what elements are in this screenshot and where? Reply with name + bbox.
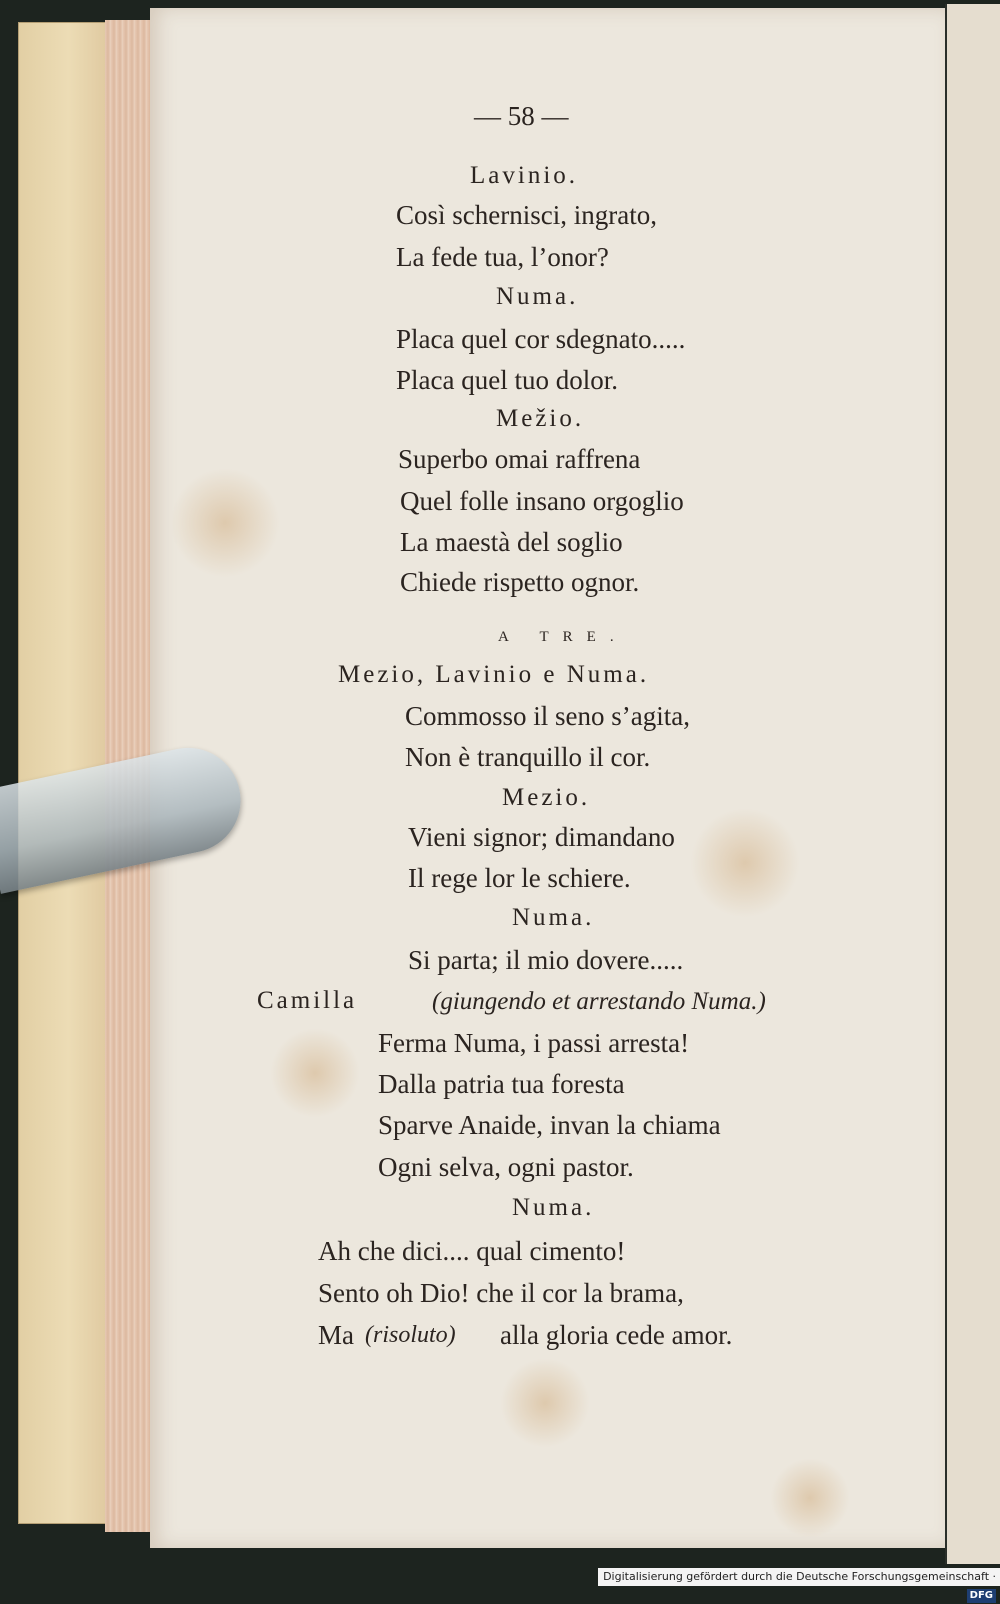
- verse-line: Quel folle insano orgoglio: [400, 486, 684, 516]
- verse-line: Così schernisci, ingrato,: [396, 200, 657, 230]
- verse-line: Il rege lor le schiere.: [408, 863, 631, 893]
- speaker-heading: Mežio.: [496, 405, 585, 432]
- page-number: — 58 —: [474, 101, 569, 131]
- book-page: [150, 8, 945, 1548]
- speaker-heading: Numa.: [512, 904, 595, 931]
- verse-line: Sparve Anaide, invan la chiama: [378, 1110, 721, 1140]
- speaker-heading: Numa.: [512, 1194, 595, 1221]
- foxing-stain: [170, 468, 280, 578]
- verse-line: Ogni selva, ogni pastor.: [378, 1152, 634, 1182]
- verse-line: Chiede rispetto ognor.: [400, 567, 640, 597]
- foxing-stain: [690, 808, 800, 918]
- verse-line: Dalla patria tua foresta: [378, 1069, 625, 1099]
- foxing-stain: [770, 1458, 850, 1538]
- stage-direction: (giungendo et arrestando Numa.): [432, 988, 766, 1015]
- verse-line: Superbo omai raffrena: [398, 444, 641, 474]
- verse-line: Vieni signor; dimandano: [408, 822, 675, 852]
- verse-line: La maestà del soglio: [400, 527, 623, 557]
- verse-line: Commosso il seno s’agita,: [405, 701, 690, 731]
- stage-direction: (risoluto): [365, 1322, 456, 1348]
- verse-line: Ma: [318, 1320, 354, 1350]
- verse-line: La fede tua, l’onor?: [396, 242, 609, 272]
- speaker-heading: Mezio, Lavinio e Numa.: [338, 661, 650, 688]
- verse-line: Placa quel tuo dolor.: [396, 365, 618, 395]
- speaker-heading: Mezio.: [502, 784, 591, 811]
- verse-line: Si parta; il mio dovere.....: [408, 945, 684, 975]
- verse-line: Ah che dici.... qual cimento!: [318, 1236, 626, 1266]
- dfg-logo: DFG: [967, 1589, 996, 1603]
- footer-credit-text: Digitalisierung gefördert durch die Deutsche Forschungsgemeinschaft ·: [603, 1570, 996, 1583]
- foxing-stain: [500, 1358, 590, 1448]
- speaker-heading: Camilla: [257, 987, 358, 1014]
- section-label: A TRE.: [498, 629, 628, 645]
- adjacent-page: [945, 4, 1000, 1564]
- footer-credit: [598, 1568, 1000, 1601]
- verse-line: Placa quel cor sdegnato.....: [396, 324, 686, 354]
- foxing-stain: [270, 1028, 360, 1118]
- speaker-heading: Lavinio.: [470, 162, 579, 189]
- verse-line: Non è tranquillo il cor.: [405, 742, 651, 772]
- verse-line: Sento oh Dio! che il cor la brama,: [318, 1278, 684, 1308]
- verse-line: Ferma Numa, i passi arresta!: [378, 1028, 690, 1058]
- speaker-heading: Numa.: [496, 283, 579, 310]
- verse-line: alla gloria cede amor.: [500, 1320, 733, 1350]
